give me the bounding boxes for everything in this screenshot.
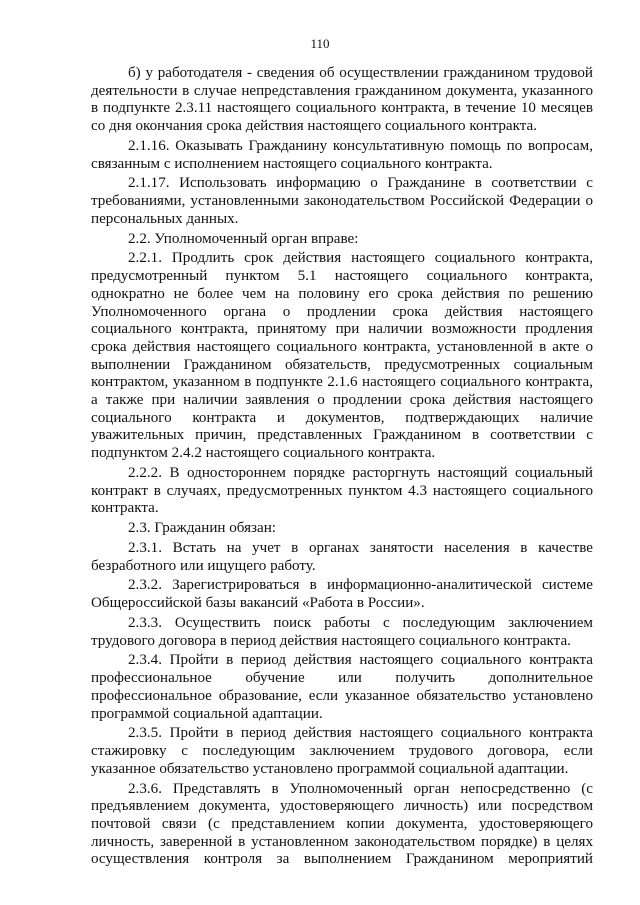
paragraph-2-1-16: 2.1.16. Оказывать Гражданину консультативную помощь по вопросам, связанным с исполнением настоящего социального контракта. xyxy=(91,137,593,172)
paragraph-2-3-3: 2.3.3. Осуществить поиск работы с последующим заключением трудового договора в период действия настоящего социального контракта. xyxy=(91,614,593,649)
paragraph-2-3-1: 2.3.1. Встать на учет в органах занятости населения в качестве безработного или ищущего работу. xyxy=(91,539,593,574)
paragraph-2-2: 2.2. Уполномоченный орган вправе: xyxy=(128,230,359,247)
paragraph-2-2-1: 2.2.1. Продлить срок действия настоящего социального контракта, предусмотренный пунктом 5.1 настоящего социального контракта, однократно не более чем на половину его срока действия по решению Уполномоченного органа о продлении срока действия настоящего социального контракта, принятому при наличии возможности продления срока действия настоящего социального контракта, установленной в акте о выполнении Гражданином обязательств, предусмотренных социальным контрактом, указанном в подпункте 2.1.6 настоящего социального контракта, а также при наличии заявления о продлении срока действия настоящего социального контракта и документов, подтверждающих наличие уважительных причин, представленных Гражданином в соответствии с подпунктом 2.4.2 настоящего социального контракта. xyxy=(91,250,593,462)
paragraph-2-3-6: 2.3.6. Представлять в Уполномоченный орган непосредственно (с предъявлением документа, удостоверяющего личность) или посредством почтовой связи (с представлением копии документа, удостоверяющего личность, заверенной в установленном законодательством порядке) в целях осуществления контроля за выполнением Гражданином мероприятий xyxy=(91,780,593,868)
paragraph-b-employer-info: б) у работодателя - сведения об осуществлении гражданином трудовой деятельности в случае непредставления гражданином документа, указанного в подпункте 2.3.11 настоящего социального контракта, в течение 10 месяцев со дня окончания срока действия настоящего социального контракта. xyxy=(91,65,593,135)
page-number: 110 xyxy=(310,36,330,51)
paragraph-2-3-4: 2.3.4. Пройти в период действия настоящего социального контракта профессиональное обучение или получить дополнительное профессиональное образование, если указанное обязательство установлено программой социальной адаптации. xyxy=(91,652,593,722)
paragraph-2-2-2: 2.2.2. В одностороннем порядке расторгнуть настоящий социальный контракт в случаях, предусмотренных пунктом 4.3 настоящего социального контракта. xyxy=(91,464,593,517)
paragraph-2-3: 2.3. Гражданин обязан: xyxy=(128,520,276,537)
paragraph-2-3-5: 2.3.5. Пройти в период действия настоящего социального контракта стажировку с последующим заключением трудового договора, если указанное обязательство установлено программой социальной адаптации. xyxy=(91,725,593,777)
paragraph-2-1-17: 2.1.17. Использовать информацию о Гражданине в соответствии с требованиями, установленными законодательством Российской Федерации о персональных данных. xyxy=(91,175,593,227)
document-body xyxy=(91,65,593,871)
paragraph-2-3-2: 2.3.2. Зарегистрироваться в информационно-аналитической системе Общероссийской базы вакансий «Работа в России». xyxy=(91,577,593,612)
